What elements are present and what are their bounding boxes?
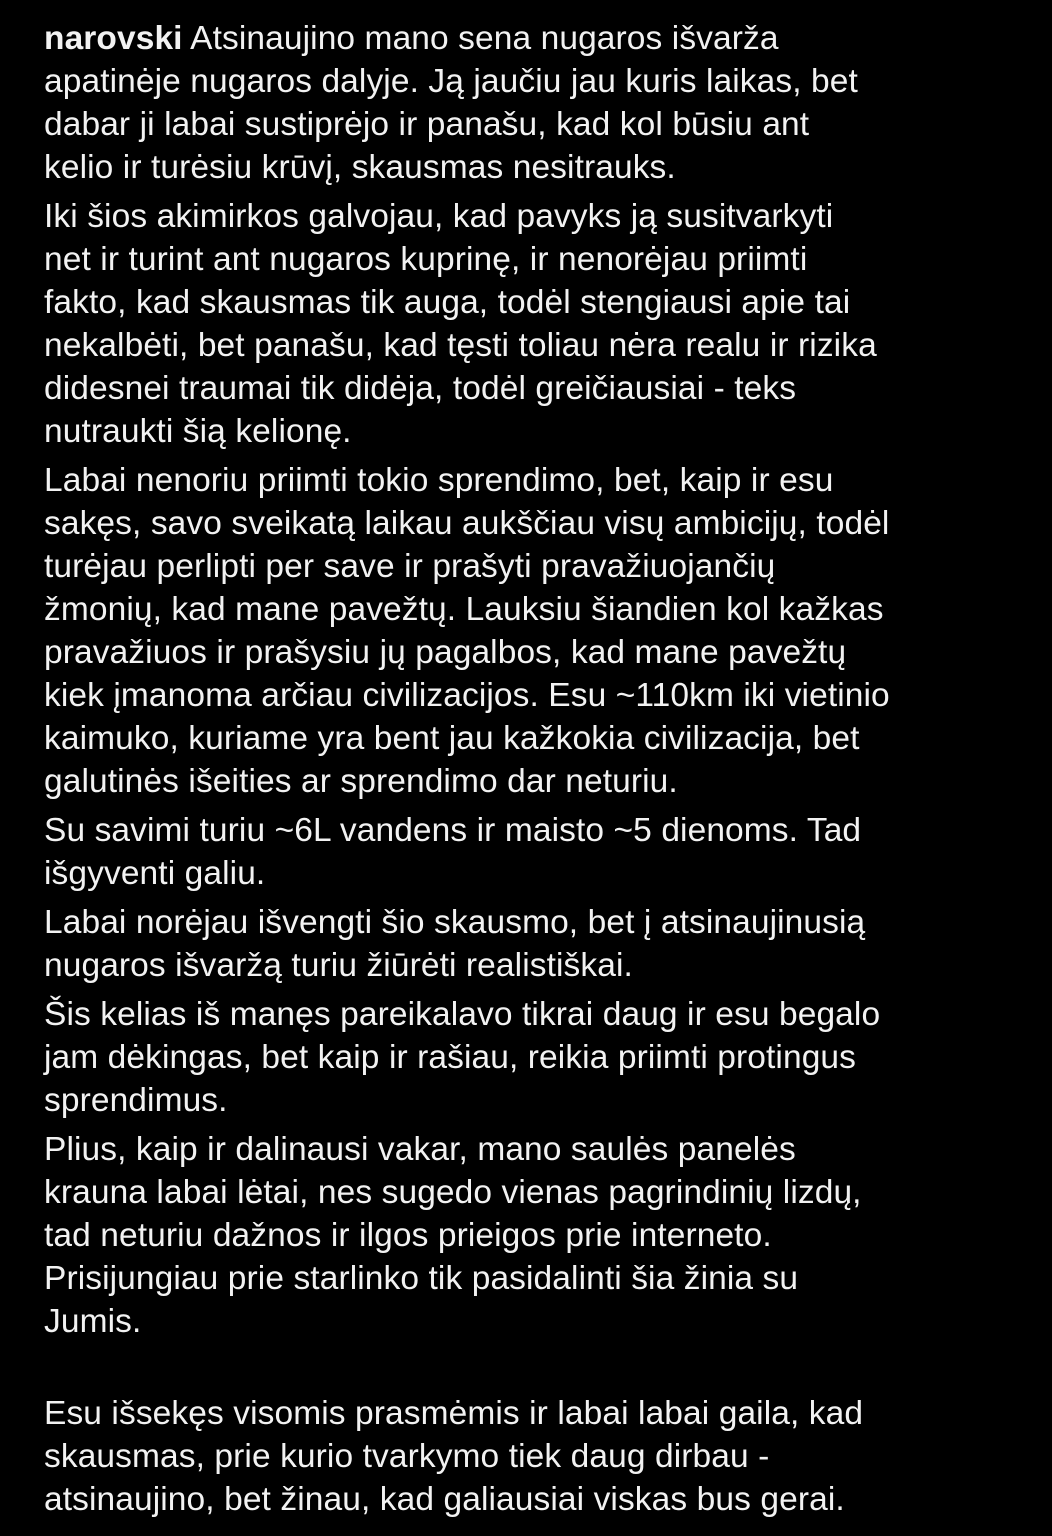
- caption-paragraph-4: Su savimi turiu ~6L vandens ir maisto ~5 dienoms. Tad išgyventi galiu.: [44, 812, 862, 892]
- username-link[interactable]: narovski: [44, 20, 183, 57]
- caption-paragraph-3: Labai nenoriu priimti tokio sprendimo, bet, kaip ir esu sakęs, savo sveikatą laikau aukščiau visų ambicijų, todėl turėjau perlipti per save ir prašyti pravažiuojančių žmonių, kad mane pavežtų. Lauksiu šiandien kol kažkas pravažiuos ir prašysiu jų pagalbos, kad mane pavežtų kiek įmanoma arčiau civilizacijos. Esu ~110km iki vietinio kaimuko, kuriame yra bent jau kažkokia civilizacija, bet galutinės išeities ar sprendimo dar neturiu.: [44, 462, 890, 800]
- caption-paragraph-6: Šis kelias iš manęs pareikalavo tikrai daug ir esu begalo jam dėkingas, bet kaip ir rašiau, reikia priimti protingus sprendimus.: [44, 996, 881, 1119]
- caption-paragraph-8: Esu išsekęs visomis prasmėmis ir labai labai gaila, kad skausmas, prie kurio tvarkymo tiek daug dirbau - atsinaujino, bet žinau, kad galiausiai viskas bus gerai.: [44, 1395, 864, 1518]
- caption-paragraph-2: Iki šios akimirkos galvojau, kad pavyks ją susitvarkyti net ir turint ant nugaros kuprinę, ir nenorėjau priimti fakto, kad skausmas tik auga, todėl stengiausi apie tai nekalbėti, bet panašu, kad tęsti toliau nėra realu ir rizika didesnei traumai tik didėja, todėl greičiausiai - teks nutraukti šią kelionę.: [44, 198, 877, 450]
- caption-paragraph-1: [44, 17, 1034, 189]
- caption-paragraph-7: Plius, kaip ir dalinausi vakar, mano saulės panelės krauna labai lėtai, nes sugedo vienas pagrindinių lizdų, tad neturiu dažnos ir ilgos prieigos prie interneto. Prisijungiau prie starlinko tik pasidalinti šia žinia su Jumis.: [44, 1131, 862, 1340]
- caption-paragraph-5: Labai norėjau išvengti šio skausmo, bet į atsinaujinusią nugaros išvaržą turiu žiūrėti realistiškai.: [44, 904, 866, 984]
- paragraph-spacer: [44, 1349, 1034, 1392]
- post-caption: [44, 17, 1034, 1527]
- caption-text-1: Atsinaujino mano sena nugaros išvarža apatinėje nugaros dalyje. Ją jaučiu jau kuris laikas, bet dabar ji labai sustiprėjo ir panašu, kad kol būsiu ant kelio ir turėsiu krūvį, skausmas nesitrauks.: [44, 20, 858, 186]
